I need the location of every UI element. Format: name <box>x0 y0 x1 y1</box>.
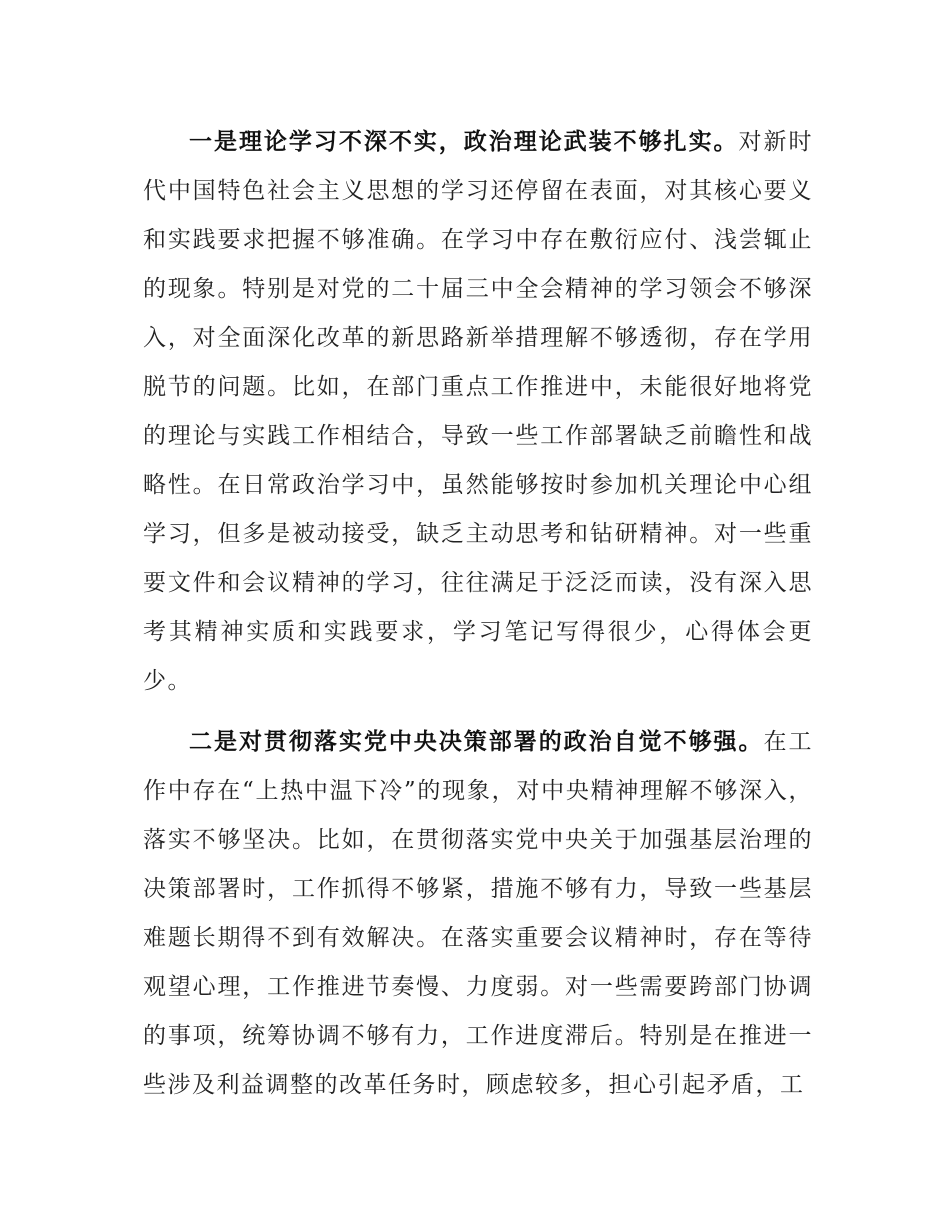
paragraph-1-text: 对新时代中国特色社会主义思想的学习还停留在表面，对其核心要义和实践要求把握不够准确。在学习中存在敷衍应付、浅尝辄止的现象。特别是对党的二十届三中全会精神的学习领会不够深入，对全面深化改革的新思路新举措理解不够透彻，存在学用脱节的问题。比如，在部门重点工作推进中，未能很好地将党的理论与实践工作相结合，导致一些工作部署缺乏前瞻性和战略性。在日常政治学习中，虽然能够按时参加机关理论中心组学习，但多是被动接受，缺乏主动思考和钻研精神。对一些重要文件和会议精神的学习，往往满足于泛泛而读，没有深入思考其精神实质和实践要求，学习笔记写得很少，心得体会更少。 <box>143 129 814 694</box>
paragraph-2-heading: 二是对贯彻落实党中央决策部署的政治自觉不够强。 <box>189 729 764 755</box>
paragraph-2-text: 在工作中存在“上热中温下冷”的现象，对中央精神理解不够深入，落实不够坚决。比如，在贯彻落实党中央关于加强基层治理的决策部署时，工作抓得不够紧，措施不够有力，导致一些基层难题长期得不到有效解决。在落实重要会议精神时，存在等待观望心理，工作推进节奏慢、力度弱。对一些需要跨部门协调的事项，统筹协调不够有力，工作进度滞后。特别是在推进一些涉及利益调整的改革任务时，顾虑较多，担心引起矛盾，工 <box>143 729 814 1098</box>
document-body <box>143 118 813 1110</box>
paragraph-1-heading: 一是理论学习不深不实，政治理论武装不够扎实。 <box>189 129 739 155</box>
paragraph-1 <box>143 118 813 706</box>
paragraph-2 <box>143 718 813 1110</box>
